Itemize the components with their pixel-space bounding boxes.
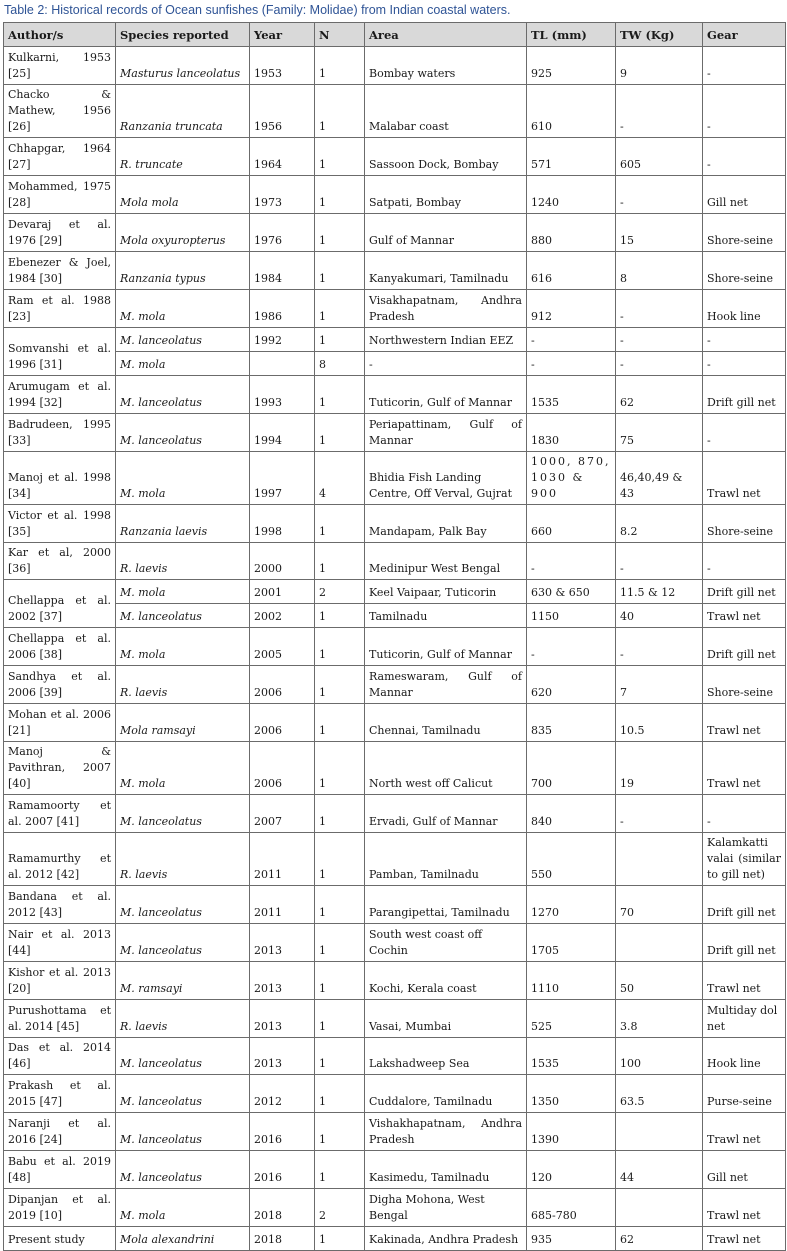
cell-species: M. lanceolatus <box>116 1075 250 1113</box>
cell-tw: 8.2 <box>616 505 703 543</box>
cell-area: Lakshadweep Sea <box>365 1038 527 1075</box>
cell-gear: - <box>703 795 786 833</box>
cell-gear: Trawl net <box>703 962 786 1000</box>
cell-species: M. mola <box>116 452 250 505</box>
table-row <box>4 924 786 962</box>
records-table <box>3 22 786 1251</box>
cell-n: 1 <box>315 886 365 924</box>
table-row <box>4 604 786 628</box>
cell-n: 1 <box>315 604 365 628</box>
cell-gear: Hook line <box>703 290 786 328</box>
cell-tl: 912 <box>527 290 616 328</box>
cell-tl: 1830 <box>527 414 616 452</box>
cell-area: Vishakhapatnam, Andhra Pradesh <box>365 1113 527 1151</box>
cell-tl: 660 <box>527 505 616 543</box>
cell-author: Present study <box>4 1227 116 1251</box>
cell-gear: Shore-seine <box>703 214 786 252</box>
cell-n: 1 <box>315 924 365 962</box>
cell-gear: Trawl net <box>703 742 786 795</box>
cell-gear: Shore-seine <box>703 505 786 543</box>
cell-area: Mandapam, Palk Bay <box>365 505 527 543</box>
cell-author: Kulkarni, 1953 [25] <box>4 47 116 85</box>
cell-year: 2013 <box>250 962 315 1000</box>
cell-tw: 62 <box>616 1227 703 1251</box>
cell-gear: - <box>703 138 786 176</box>
cell-year: 2018 <box>250 1227 315 1251</box>
cell-author: Mohammed, 1975 [28] <box>4 176 116 214</box>
cell-tl: 1000, 870, 1030 & 900 <box>527 452 616 505</box>
cell-tl: 935 <box>527 1227 616 1251</box>
cell-area: Bhidia Fish Landing Centre, Off Verval, Gujrat <box>365 452 527 505</box>
cell-tl: 525 <box>527 1000 616 1038</box>
cell-tw: - <box>616 628 703 666</box>
cell-species: M. lanceolatus <box>116 604 250 628</box>
cell-author: Badrudeen, 1995 [33] <box>4 414 116 452</box>
cell-species: M. lanceolatus <box>116 376 250 414</box>
cell-year: 2016 <box>250 1151 315 1189</box>
cell-author: Somvanshi et al. 1996 [31] <box>4 328 116 376</box>
table-row <box>4 1000 786 1038</box>
cell-tl: - <box>527 628 616 666</box>
cell-year: 1973 <box>250 176 315 214</box>
cell-gear: Hook line <box>703 1038 786 1075</box>
cell-tw: - <box>616 795 703 833</box>
cell-year: 2006 <box>250 742 315 795</box>
cell-year: 2013 <box>250 924 315 962</box>
cell-n: 1 <box>315 962 365 1000</box>
table-row <box>4 252 786 290</box>
cell-tw: - <box>616 328 703 352</box>
cell-author: Victor et al. 1998 [35] <box>4 505 116 543</box>
table-row <box>4 704 786 742</box>
cell-area: Visakhapatnam, Andhra Pradesh <box>365 290 527 328</box>
cell-gear: Trawl net <box>703 1189 786 1227</box>
cell-author: Prakash et al. 2015 [47] <box>4 1075 116 1113</box>
table-row <box>4 414 786 452</box>
cell-author: Devaraj et al. 1976 [29] <box>4 214 116 252</box>
header-author: Author/s <box>4 23 116 47</box>
cell-gear: Drift gill net <box>703 628 786 666</box>
cell-species: M. lanceolatus <box>116 1113 250 1151</box>
cell-area: Cuddalore, Tamilnadu <box>365 1075 527 1113</box>
cell-tw: - <box>616 290 703 328</box>
cell-n: 4 <box>315 452 365 505</box>
cell-area: Rameswaram, Gulf of Mannar <box>365 666 527 704</box>
cell-year: 1964 <box>250 138 315 176</box>
cell-tl: 1390 <box>527 1113 616 1151</box>
cell-tl: - <box>527 352 616 376</box>
cell-area: Malabar coast <box>365 85 527 138</box>
cell-n: 1 <box>315 290 365 328</box>
cell-tw: 19 <box>616 742 703 795</box>
cell-author: Kishor et al. 2013 [20] <box>4 962 116 1000</box>
cell-tl: 1535 <box>527 1038 616 1075</box>
cell-gear: Trawl net <box>703 604 786 628</box>
cell-tw: 63.5 <box>616 1075 703 1113</box>
cell-species: M. lanceolatus <box>116 1151 250 1189</box>
cell-gear: Purse-seine <box>703 1075 786 1113</box>
cell-n: 2 <box>315 1189 365 1227</box>
cell-tl: 550 <box>527 833 616 886</box>
table-row <box>4 1075 786 1113</box>
cell-n: 1 <box>315 214 365 252</box>
table-row <box>4 543 786 580</box>
cell-n: 1 <box>315 85 365 138</box>
table-row <box>4 138 786 176</box>
cell-species: M. lanceolatus <box>116 924 250 962</box>
cell-author: Dipanjan et al. 2019 [10] <box>4 1189 116 1227</box>
cell-tw: 75 <box>616 414 703 452</box>
cell-area: Periapattinam, Gulf of Mannar <box>365 414 527 452</box>
cell-tw: 9 <box>616 47 703 85</box>
cell-tw: - <box>616 85 703 138</box>
cell-area: Gulf of Mannar <box>365 214 527 252</box>
cell-n: 1 <box>315 252 365 290</box>
cell-year: 1986 <box>250 290 315 328</box>
cell-gear: Shore-seine <box>703 252 786 290</box>
cell-tl: - <box>527 328 616 352</box>
cell-area: Northwestern Indian EEZ <box>365 328 527 352</box>
cell-tl: 1270 <box>527 886 616 924</box>
cell-author: Arumugam et al. 1994 [32] <box>4 376 116 414</box>
cell-species: Mola ramsayi <box>116 704 250 742</box>
cell-author: Ram et al. 1988 [23] <box>4 290 116 328</box>
cell-tl: 571 <box>527 138 616 176</box>
cell-area: Ervadi, Gulf of Mannar <box>365 795 527 833</box>
cell-gear: Trawl net <box>703 704 786 742</box>
cell-n: 1 <box>315 1151 365 1189</box>
cell-tl: 1110 <box>527 962 616 1000</box>
cell-species: M. lanceolatus <box>116 328 250 352</box>
table-row <box>4 962 786 1000</box>
cell-species: Mola alexandrini <box>116 1227 250 1251</box>
cell-species: Mola mola <box>116 176 250 214</box>
cell-year: 1953 <box>250 47 315 85</box>
cell-area: South west coast off Cochin <box>365 924 527 962</box>
cell-species: R. laevis <box>116 1000 250 1038</box>
cell-area: Pamban, Tamilnadu <box>365 833 527 886</box>
cell-author: Naranji et al. 2016 [24] <box>4 1113 116 1151</box>
table-row <box>4 833 786 886</box>
cell-species: Ranzania laevis <box>116 505 250 543</box>
cell-area: Parangipettai, Tamilnadu <box>365 886 527 924</box>
cell-gear: Trawl net <box>703 1227 786 1251</box>
cell-year: 2005 <box>250 628 315 666</box>
cell-n: 1 <box>315 628 365 666</box>
cell-gear: - <box>703 85 786 138</box>
cell-n: 1 <box>315 1075 365 1113</box>
cell-n: 1 <box>315 1227 365 1251</box>
cell-year: 2011 <box>250 886 315 924</box>
cell-author: Manoj et al. 1998 [34] <box>4 452 116 505</box>
cell-n: 1 <box>315 1038 365 1075</box>
cell-tw <box>616 1113 703 1151</box>
cell-species: M. mola <box>116 580 250 604</box>
table-row <box>4 628 786 666</box>
cell-gear: Drift gill net <box>703 376 786 414</box>
cell-tw: 10.5 <box>616 704 703 742</box>
cell-year: 2012 <box>250 1075 315 1113</box>
cell-area: Tamilnadu <box>365 604 527 628</box>
cell-n: 8 <box>315 352 365 376</box>
cell-area: Bombay waters <box>365 47 527 85</box>
cell-area: Kakinada, Andhra Pradesh <box>365 1227 527 1251</box>
table-row <box>4 580 786 604</box>
cell-n: 1 <box>315 666 365 704</box>
table-row <box>4 290 786 328</box>
table-row <box>4 1038 786 1075</box>
header-tl: TL (mm) <box>527 23 616 47</box>
cell-n: 1 <box>315 1113 365 1151</box>
cell-tl: 1535 <box>527 376 616 414</box>
header-gear: Gear <box>703 23 786 47</box>
cell-n: 1 <box>315 833 365 886</box>
table-row <box>4 1227 786 1251</box>
cell-tl: 120 <box>527 1151 616 1189</box>
cell-tw: 44 <box>616 1151 703 1189</box>
cell-area: Chennai, Tamilnadu <box>365 704 527 742</box>
cell-n: 1 <box>315 742 365 795</box>
cell-gear: - <box>703 352 786 376</box>
cell-tl: 616 <box>527 252 616 290</box>
cell-n: 2 <box>315 580 365 604</box>
cell-author: Chellappa et al. 2006 [38] <box>4 628 116 666</box>
cell-n: 1 <box>315 328 365 352</box>
cell-year: 2007 <box>250 795 315 833</box>
cell-year: 1993 <box>250 376 315 414</box>
cell-gear: Drift gill net <box>703 580 786 604</box>
table-row <box>4 452 786 505</box>
cell-gear: - <box>703 47 786 85</box>
cell-tw: 15 <box>616 214 703 252</box>
cell-tl: 840 <box>527 795 616 833</box>
cell-n: 1 <box>315 138 365 176</box>
cell-year: 1956 <box>250 85 315 138</box>
cell-tw: 11.5 & 12 <box>616 580 703 604</box>
cell-species: M. lanceolatus <box>116 414 250 452</box>
cell-author: Kar et al, 2000 [36] <box>4 543 116 580</box>
table-row <box>4 376 786 414</box>
cell-year: 1997 <box>250 452 315 505</box>
table-row <box>4 742 786 795</box>
cell-area: Kasimedu, Tamilnadu <box>365 1151 527 1189</box>
cell-tl: 620 <box>527 666 616 704</box>
cell-tw: - <box>616 352 703 376</box>
cell-tw: 70 <box>616 886 703 924</box>
cell-tl: 700 <box>527 742 616 795</box>
cell-n: 1 <box>315 543 365 580</box>
table-row <box>4 666 786 704</box>
cell-gear: - <box>703 414 786 452</box>
cell-tl: 610 <box>527 85 616 138</box>
cell-species: R. laevis <box>116 666 250 704</box>
cell-author: Sandhya et al. 2006 [39] <box>4 666 116 704</box>
cell-tl: 685-780 <box>527 1189 616 1227</box>
cell-species: R. laevis <box>116 833 250 886</box>
cell-author: Ebenezer & Joel, 1984 [30] <box>4 252 116 290</box>
table-row <box>4 886 786 924</box>
cell-area: - <box>365 352 527 376</box>
cell-species: M. ramsayi <box>116 962 250 1000</box>
cell-year: 2013 <box>250 1000 315 1038</box>
cell-n: 1 <box>315 176 365 214</box>
cell-n: 1 <box>315 795 365 833</box>
cell-author: Purushottama et al. 2014 [45] <box>4 1000 116 1038</box>
cell-tl: 835 <box>527 704 616 742</box>
cell-tl: 1150 <box>527 604 616 628</box>
cell-gear: Multiday dol net <box>703 1000 786 1038</box>
cell-species: Ranzania typus <box>116 252 250 290</box>
cell-gear: Trawl net <box>703 1113 786 1151</box>
cell-tw: 50 <box>616 962 703 1000</box>
cell-author: Ramamurthy et al. 2012 [42] <box>4 833 116 886</box>
cell-tw <box>616 924 703 962</box>
header-row <box>4 23 786 47</box>
cell-n: 1 <box>315 414 365 452</box>
table-row <box>4 1113 786 1151</box>
cell-tw <box>616 1189 703 1227</box>
cell-tl: 1240 <box>527 176 616 214</box>
header-n: N <box>315 23 365 47</box>
table-row <box>4 214 786 252</box>
table-row <box>4 1189 786 1227</box>
cell-area: Vasai, Mumbai <box>365 1000 527 1038</box>
cell-tw: 7 <box>616 666 703 704</box>
cell-species: M. lanceolatus <box>116 795 250 833</box>
cell-year: 2018 <box>250 1189 315 1227</box>
cell-author: Nair et al. 2013 [44] <box>4 924 116 962</box>
table-row <box>4 505 786 543</box>
header-species: Species reported <box>116 23 250 47</box>
cell-gear: Gill net <box>703 1151 786 1189</box>
cell-area: Medinipur West Bengal <box>365 543 527 580</box>
table-row <box>4 352 786 376</box>
cell-year: 1994 <box>250 414 315 452</box>
cell-author: Chhapgar, 1964 [27] <box>4 138 116 176</box>
cell-author: Das et al. 2014 [46] <box>4 1038 116 1075</box>
table-row <box>4 176 786 214</box>
cell-area: Digha Mohona, West Bengal <box>365 1189 527 1227</box>
cell-tw: 46,40,49 & 43 <box>616 452 703 505</box>
cell-gear: Drift gill net <box>703 924 786 962</box>
cell-species: Ranzania truncata <box>116 85 250 138</box>
cell-species: Masturus lanceolatus <box>116 47 250 85</box>
cell-tl: 630 & 650 <box>527 580 616 604</box>
table-row <box>4 328 786 352</box>
cell-year <box>250 352 315 376</box>
cell-year: 1976 <box>250 214 315 252</box>
cell-area: Tuticorin, Gulf of Mannar <box>365 376 527 414</box>
cell-tw: 62 <box>616 376 703 414</box>
cell-area: Sassoon Dock, Bombay <box>365 138 527 176</box>
cell-tl: 1705 <box>527 924 616 962</box>
cell-area: Kanyakumari, Tamilnadu <box>365 252 527 290</box>
table-caption: Table 2: Historical records of Ocean sunfishes (Family: Molidae) from Indian coastal waters. <box>4 3 511 17</box>
cell-author: Babu et al. 2019 [48] <box>4 1151 116 1189</box>
cell-year: 1998 <box>250 505 315 543</box>
cell-n: 1 <box>315 47 365 85</box>
cell-gear: - <box>703 328 786 352</box>
cell-species: M. mola <box>116 628 250 666</box>
cell-n: 1 <box>315 704 365 742</box>
cell-author: Bandana et al. 2012 [43] <box>4 886 116 924</box>
cell-area: Keel Vaipaar, Tuticorin <box>365 580 527 604</box>
cell-area: North west off Calicut <box>365 742 527 795</box>
header-tw: TW (Kg) <box>616 23 703 47</box>
cell-year: 2000 <box>250 543 315 580</box>
cell-author: Ramamoorty et al. 2007 [41] <box>4 795 116 833</box>
cell-area: Tuticorin, Gulf of Mannar <box>365 628 527 666</box>
cell-tw: 3.8 <box>616 1000 703 1038</box>
cell-year: 1992 <box>250 328 315 352</box>
cell-tw: - <box>616 176 703 214</box>
cell-year: 2011 <box>250 833 315 886</box>
cell-year: 2001 <box>250 580 315 604</box>
cell-year: 2006 <box>250 666 315 704</box>
cell-gear: Gill net <box>703 176 786 214</box>
cell-tw: - <box>616 543 703 580</box>
table-row <box>4 795 786 833</box>
cell-species: Mola oxyuropterus <box>116 214 250 252</box>
cell-year: 1984 <box>250 252 315 290</box>
cell-author: Chacko & Mathew, 1956 [26] <box>4 85 116 138</box>
cell-tw: 8 <box>616 252 703 290</box>
cell-year: 2006 <box>250 704 315 742</box>
cell-species: M. mola <box>116 1189 250 1227</box>
cell-tw: 40 <box>616 604 703 628</box>
cell-tw <box>616 833 703 886</box>
header-area: Area <box>365 23 527 47</box>
cell-gear: - <box>703 543 786 580</box>
cell-area: Satpati, Bombay <box>365 176 527 214</box>
cell-tw: 605 <box>616 138 703 176</box>
cell-year: 2016 <box>250 1113 315 1151</box>
cell-tl: 925 <box>527 47 616 85</box>
cell-author: Mohan et al. 2006 [21] <box>4 704 116 742</box>
cell-area: Kochi, Kerala coast <box>365 962 527 1000</box>
cell-species: M. lanceolatus <box>116 886 250 924</box>
cell-species: M. lanceolatus <box>116 1038 250 1075</box>
cell-species: M. mola <box>116 352 250 376</box>
table-row <box>4 85 786 138</box>
cell-gear: Shore-seine <box>703 666 786 704</box>
cell-tl: 880 <box>527 214 616 252</box>
cell-gear: Drift gill net <box>703 886 786 924</box>
table-row <box>4 47 786 85</box>
cell-tl: - <box>527 543 616 580</box>
cell-year: 2013 <box>250 1038 315 1075</box>
cell-species: M. mola <box>116 290 250 328</box>
header-year: Year <box>250 23 315 47</box>
cell-n: 1 <box>315 376 365 414</box>
cell-gear: Kalamkatti valai (similar to gill net) <box>703 833 786 886</box>
cell-species: R. laevis <box>116 543 250 580</box>
cell-species: M. mola <box>116 742 250 795</box>
cell-tl: 1350 <box>527 1075 616 1113</box>
table-row <box>4 1151 786 1189</box>
cell-n: 1 <box>315 505 365 543</box>
cell-year: 2002 <box>250 604 315 628</box>
cell-author: Chellappa et al. 2002 [37] <box>4 580 116 628</box>
cell-n: 1 <box>315 1000 365 1038</box>
cell-species: R. truncate <box>116 138 250 176</box>
cell-gear: Trawl net <box>703 452 786 505</box>
cell-tw: 100 <box>616 1038 703 1075</box>
cell-author: Manoj & Pavithran, 2007 [40] <box>4 742 116 795</box>
